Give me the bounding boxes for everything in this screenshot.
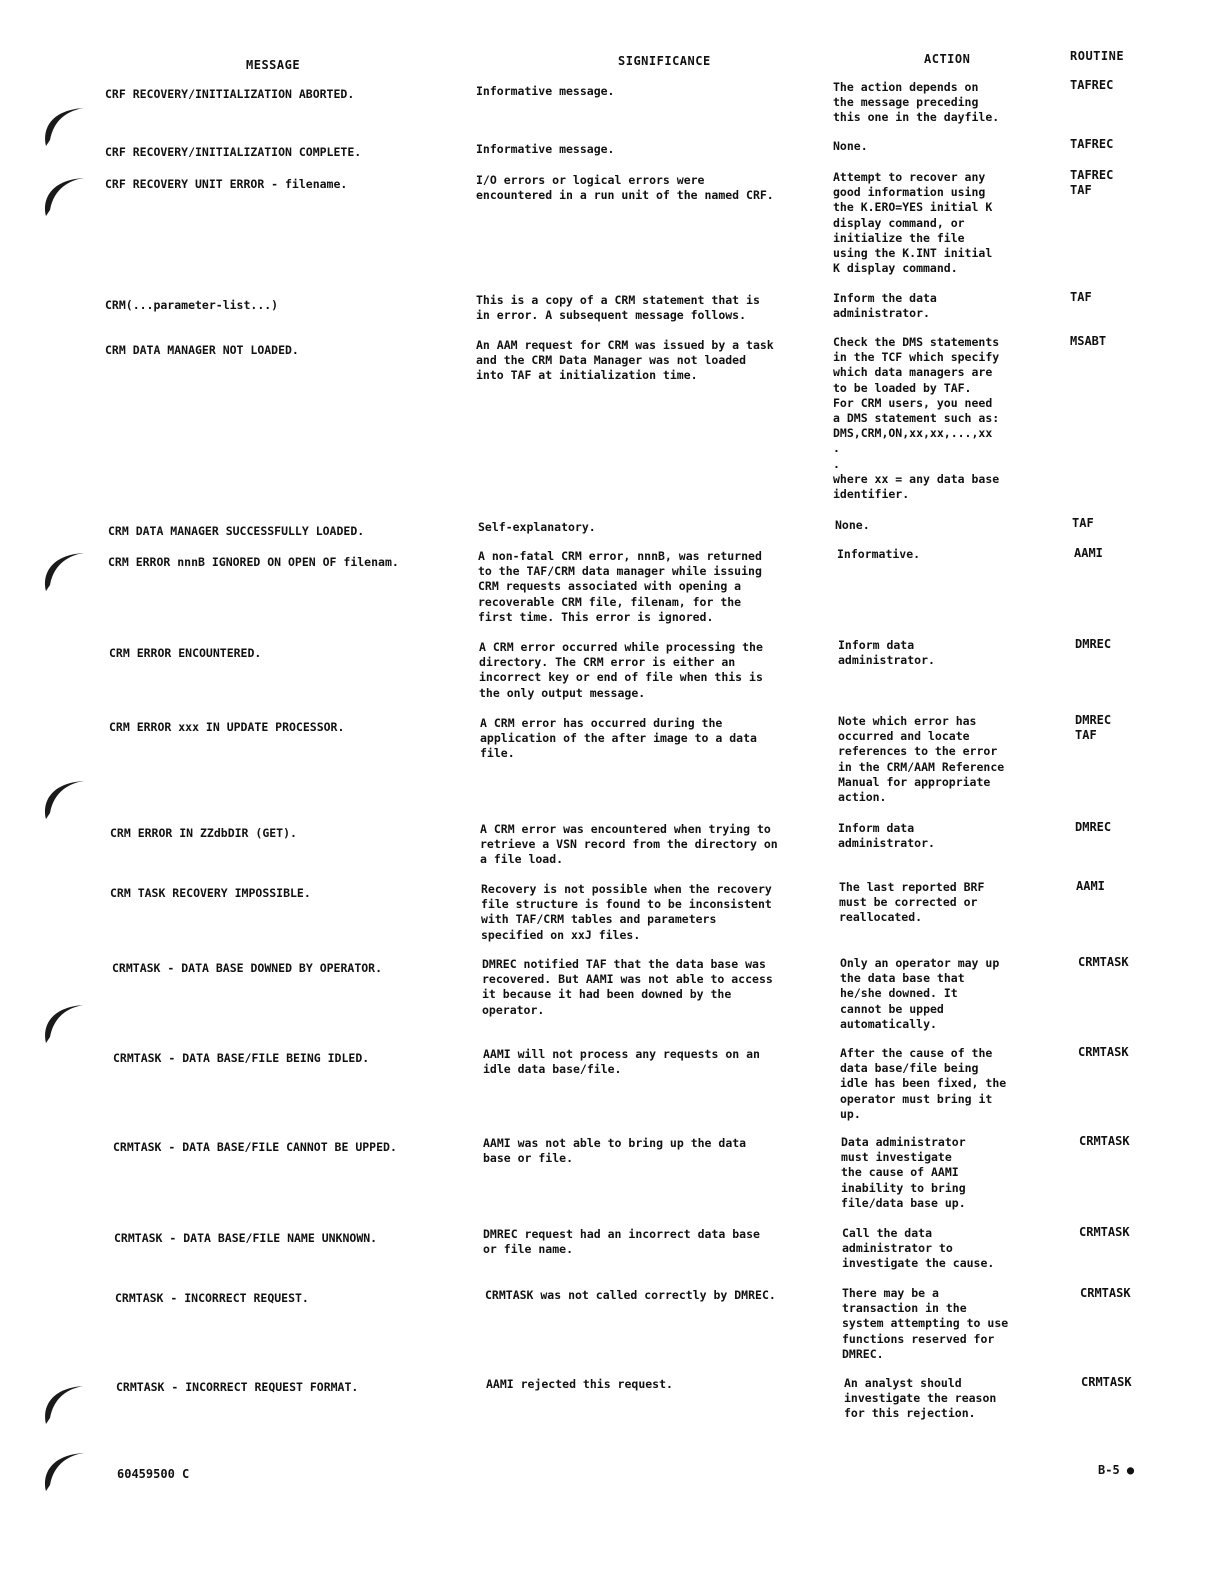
row-message: CRMTASK - INCORRECT REQUEST FORMAT. xyxy=(116,1380,359,1394)
row-action: The action depends on the message preceding this one in the dayfile. xyxy=(833,80,1000,125)
row-routine: TAF xyxy=(1072,516,1094,530)
row-routine: CRMTASK xyxy=(1080,1286,1131,1300)
row-action: Call the data administrator to investigate the cause. xyxy=(842,1226,995,1271)
row-significance: A CRM error has occurred during the application of the after image to a data file. xyxy=(480,716,757,761)
row-message: CRM DATA MANAGER NOT LOADED. xyxy=(105,343,299,357)
row-action: Inform the data administrator. xyxy=(833,291,937,321)
binder-hole-mark-icon xyxy=(40,170,86,218)
row-significance: AAMI will not process any requests on an idle data base/file. xyxy=(483,1047,760,1077)
binder-hole-mark-icon xyxy=(40,100,86,148)
row-message: CRF RECOVERY/INITIALIZATION ABORTED. xyxy=(105,87,355,101)
row-action: Note which error has occurred and locate references to the error in the CRM/AAM Reference Manual for appropriate action. xyxy=(838,714,1005,805)
row-message: CRM ERROR nnnB IGNORED ON OPEN OF filenam. xyxy=(108,555,399,569)
footer-page-number: B-5 ● xyxy=(1098,1463,1135,1477)
row-action: None. xyxy=(835,518,870,532)
row-significance: This is a copy of a CRM statement that is in error. A subsequent message follows. xyxy=(476,293,760,323)
row-routine: TAFREC xyxy=(1070,137,1114,151)
row-action: Inform data administrator. xyxy=(838,821,935,851)
row-message: CRMTASK - INCORRECT REQUEST. xyxy=(115,1291,309,1305)
row-routine: DMREC xyxy=(1075,820,1112,834)
binder-hole-mark-icon xyxy=(40,1445,86,1493)
row-routine: MSABT xyxy=(1070,334,1107,348)
row-significance: A CRM error was encountered when trying to retrieve a VSN record from the directory on a file load. xyxy=(480,822,778,867)
row-message: CRM(...parameter-list...) xyxy=(105,298,279,312)
row-significance: Informative message. xyxy=(476,84,615,98)
row-significance: I/O errors or logical errors were encountered in a run unit of the named CRF. xyxy=(476,173,774,203)
row-message: CRMTASK - DATA BASE/FILE CANNOT BE UPPED. xyxy=(113,1140,397,1154)
row-significance: DMREC request had an incorrect data base or file name. xyxy=(483,1227,760,1257)
binder-hole-mark-icon xyxy=(40,545,86,593)
row-message: CRM ERROR IN ZZdbDIR (GET). xyxy=(110,826,297,840)
row-action: After the cause of the data base/file being idle has been fixed, the operator must bring it up. xyxy=(840,1046,1007,1121)
row-action: The last reported BRF must be corrected or reallocated. xyxy=(839,880,985,925)
binder-hole-mark-icon xyxy=(40,773,86,821)
row-action: Data administrator must investigate the cause of AAMI inability to bring file/data base up. xyxy=(841,1135,966,1210)
row-message: CRF RECOVERY/INITIALIZATION COMPLETE. xyxy=(105,145,362,159)
row-significance: A CRM error occurred while processing the directory. The CRM error is either an incorrect key or end of file when this is the only output message. xyxy=(479,640,763,700)
header-message: MESSAGE xyxy=(246,58,301,72)
row-action: Attempt to recover any good information using the K.ERO=YES initial K display command, or initialize the file using the K.INT initial K display command. xyxy=(833,170,993,276)
row-action: An analyst should investigate the reason for this rejection. xyxy=(844,1376,997,1421)
row-routine: TAFREC TAF xyxy=(1070,168,1114,198)
row-significance: AAMI was not able to bring up the data base or file. xyxy=(483,1136,747,1166)
header-action: ACTION xyxy=(924,52,971,66)
row-routine: CRMTASK xyxy=(1078,1045,1129,1059)
row-message: CRF RECOVERY UNIT ERROR - filename. xyxy=(105,177,348,191)
row-message: CRMTASK - DATA BASE/FILE BEING IDLED. xyxy=(113,1051,370,1065)
binder-hole-mark-icon xyxy=(40,1378,86,1426)
row-significance: Recovery is not possible when the recovery file structure is found to be inconsistent with TAF/CRM tables and parameters specified on xxJ files. xyxy=(481,882,772,942)
header-significance: SIGNIFICANCE xyxy=(618,54,711,68)
row-significance: Self-explanatory. xyxy=(478,520,596,534)
row-action: Informative. xyxy=(837,547,921,561)
row-message: CRM TASK RECOVERY IMPOSSIBLE. xyxy=(110,886,311,900)
row-significance: CRMTASK was not called correctly by DMREC. xyxy=(485,1288,776,1302)
footer-doc-number: 60459500 C xyxy=(117,1467,190,1481)
row-message: CRM DATA MANAGER SUCCESSFULLY LOADED. xyxy=(108,524,365,538)
row-routine: AAMI xyxy=(1076,879,1105,893)
row-action: Only an operator may up the data base that he/she downed. It cannot be upped automatically. xyxy=(840,956,1000,1031)
row-routine: AAMI xyxy=(1074,546,1103,560)
row-routine: CRMTASK xyxy=(1079,1225,1130,1239)
row-action: There may be a transaction in the system attempting to use functions reserved for DMREC. xyxy=(842,1286,1009,1361)
row-significance: Informative message. xyxy=(476,142,615,156)
row-significance: AAMI rejected this request. xyxy=(486,1377,673,1391)
row-action: Inform data administrator. xyxy=(838,638,935,668)
row-action: Check the DMS statements in the TCF which specify which data managers are to be loaded by TAF. For CRM users, you need a DMS statement such as: DMS,CRM,ON,xx,xx,...,xx . . where xx = any data base identifier. xyxy=(833,335,1000,502)
row-routine: CRMTASK xyxy=(1081,1375,1132,1389)
row-message: CRMTASK - DATA BASE/FILE NAME UNKNOWN. xyxy=(114,1231,378,1245)
row-significance: An AAM request for CRM was issued by a task and the CRM Data Manager was not loaded into TAF at initialization time. xyxy=(476,338,774,383)
row-routine: CRMTASK xyxy=(1078,955,1129,969)
row-action: None. xyxy=(833,139,868,153)
row-significance: A non-fatal CRM error, nnnB, was returned to the TAF/CRM data manager while issuing CRM requests associated with opening a recoverable CRM file, filenam, for the first time. This error is ignored. xyxy=(478,549,762,624)
row-significance: DMREC notified TAF that the data base was recovered. But AAMI was not able to access it because it had been downed by the operator. xyxy=(482,957,773,1017)
row-routine: DMREC xyxy=(1075,637,1112,651)
row-routine: TAFREC xyxy=(1070,78,1114,92)
row-routine: TAF xyxy=(1070,290,1092,304)
row-message: CRM ERROR ENCOUNTERED. xyxy=(109,646,262,660)
row-message: CRMTASK - DATA BASE DOWNED BY OPERATOR. xyxy=(112,961,383,975)
row-message: CRM ERROR xxx IN UPDATE PROCESSOR. xyxy=(109,720,345,734)
row-routine: DMREC TAF xyxy=(1075,713,1112,743)
row-routine: CRMTASK xyxy=(1079,1134,1130,1148)
binder-hole-mark-icon xyxy=(40,997,86,1045)
header-routine: ROUTINE xyxy=(1070,49,1125,63)
